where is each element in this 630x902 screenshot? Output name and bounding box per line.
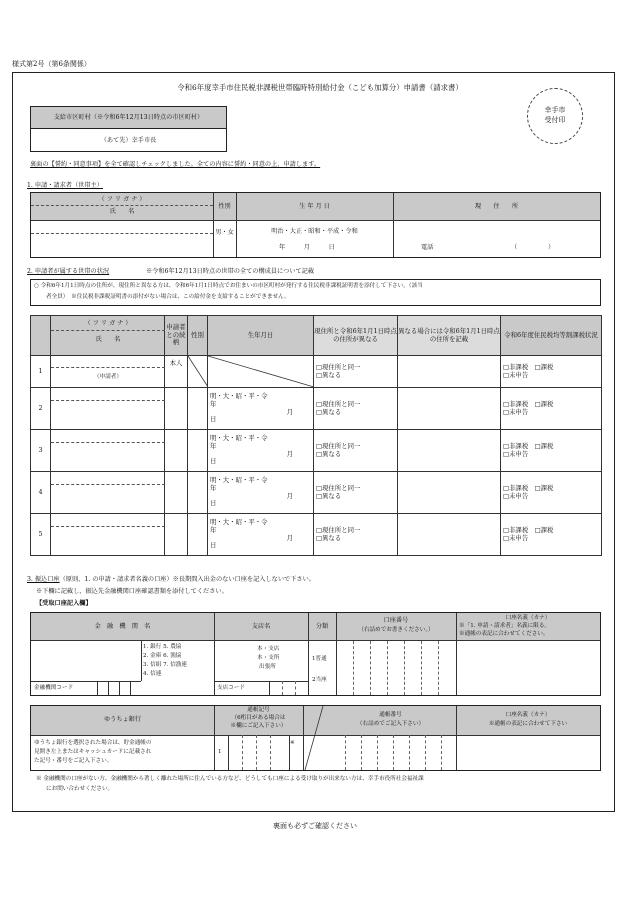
chk-tax[interactable]: □課税 bbox=[534, 441, 554, 450]
row-number: 2 bbox=[31, 388, 51, 430]
section3-instruction: ※下欄に記載し、振込先金融機関口座確認書類を添付してください。 bbox=[36, 588, 228, 595]
account-type-1: 1普通 bbox=[312, 656, 327, 662]
era-options: 明・大・昭・平・令 bbox=[210, 434, 268, 443]
yucho-symbol-prefix: 1 bbox=[218, 749, 222, 755]
yucho-symbol-sub-1: （6桁目がある場合は bbox=[231, 715, 286, 721]
yucho-symbol-label: 通帳記号 bbox=[247, 707, 270, 713]
s2-furigana-label: （ フ リ ガ ナ ） bbox=[84, 320, 132, 327]
bank-name-label: 金 融 機 関 名 bbox=[94, 623, 151, 630]
section2-note: ※令和6年12月13日時点の世帯の全ての構成員について記載 bbox=[146, 268, 315, 275]
back-note: 裏面も必ずご確認ください bbox=[273, 822, 357, 830]
s1-phone-label: 電話 bbox=[421, 244, 434, 251]
bank-type-3: 3. 信組 7. 信漁連 bbox=[143, 662, 187, 668]
section3-title-rest: （原則、1. の申請・請求者名義の口座）※長期間入出金のない口座を記入しないで下さい。 bbox=[59, 576, 315, 583]
household-table bbox=[30, 315, 602, 556]
month-label: 月 bbox=[286, 407, 293, 416]
section2-title: 2. 申請者が属する世帯の状況 bbox=[27, 268, 110, 275]
row-number: 3 bbox=[31, 430, 51, 472]
yucho-note-3: た記号・番号をご記入下さい。 bbox=[34, 758, 113, 764]
day-label: 日 bbox=[210, 499, 217, 508]
yucho-holder-sub: ※通帳の表記に合わせて下さい bbox=[488, 721, 568, 727]
s2-relation-label: 申請者との続柄 bbox=[165, 316, 188, 356]
chk-same-address[interactable]: □現住所と同一 bbox=[316, 483, 361, 492]
year-label: 年 bbox=[210, 483, 217, 492]
row-number: 1 bbox=[31, 356, 51, 388]
chk-unfiled[interactable]: □未申告 bbox=[503, 491, 529, 500]
chk-diff-address[interactable]: □異なる bbox=[316, 370, 342, 379]
branch-type-2: 本・支所 bbox=[257, 655, 280, 661]
s1-era-options: 明治・大正・昭和・平成・令和 bbox=[271, 228, 358, 235]
household-row bbox=[31, 472, 602, 514]
chk-nontax[interactable]: □非課税 bbox=[503, 483, 529, 492]
section3-title: 3. 振込口座 bbox=[27, 576, 60, 583]
chk-same-address[interactable]: □現住所と同一 bbox=[316, 399, 361, 408]
reception-stamp bbox=[527, 88, 583, 144]
chk-unfiled[interactable]: □未申告 bbox=[503, 533, 529, 542]
s1-address-label: 現 住 所 bbox=[474, 203, 519, 210]
relation-self: 本人 bbox=[165, 356, 188, 388]
s2-sex-label: 性別 bbox=[188, 316, 208, 356]
footnote-line-2: にお問い合わせください。 bbox=[46, 786, 114, 792]
yucho-label: ゆうちょ銀行 bbox=[103, 716, 142, 723]
household-row bbox=[31, 430, 602, 472]
applicant-note: （申請者） bbox=[94, 374, 122, 380]
s1-furigana-label: （ フ リ ガ ナ ） bbox=[98, 196, 146, 203]
page-title: 令和6年度幸手市住民税非課税世帯臨時特別給付金（こども加算分）申請書（請求書） bbox=[177, 83, 463, 92]
chk-nontax[interactable]: □非課税 bbox=[503, 441, 529, 450]
yucho-symbol-sub-2: ※欄にご記入下さい） bbox=[230, 723, 287, 729]
section3-heading bbox=[27, 576, 315, 583]
issuer-box bbox=[30, 106, 227, 152]
branch-code-label: 支店コード bbox=[217, 685, 245, 691]
era-options: 明・大・昭・平・令 bbox=[210, 476, 268, 485]
holder-sub-2: ※通帳の表記に合わせてください。 bbox=[459, 631, 549, 637]
year-label: 年 bbox=[210, 399, 217, 408]
yucho-holder-label: 口座名義（カナ） bbox=[505, 712, 551, 718]
year-label: 年 bbox=[210, 525, 217, 534]
issuer-header: 支給市区町村（※令和6年12月13日時点の市区町村） bbox=[53, 114, 204, 121]
row-number: 5 bbox=[31, 514, 51, 556]
chk-same-address[interactable]: □現住所と同一 bbox=[316, 362, 361, 371]
yucho-sixth-digit-mark: ※ bbox=[290, 740, 295, 746]
holder-label: 口座名義（カナ） bbox=[505, 615, 551, 621]
branch-type-1: 本・支店 bbox=[257, 646, 280, 652]
account-number-sub: （右詰めでお書きください。） bbox=[358, 627, 434, 633]
account-type-label: 分類 bbox=[315, 623, 329, 630]
notice-line-2: 者全員） ※住民税非課税証明書の添付がない場合は、この給付金を支給することができません。 bbox=[46, 294, 290, 300]
s1-phone-paren: （ ） bbox=[511, 244, 555, 251]
bank-table bbox=[30, 612, 601, 696]
bank-type-4: 4. 信連 bbox=[143, 671, 162, 677]
s2-address-diff-label: 現住所と令和6年1月1日時点の住所が異なる bbox=[314, 316, 398, 356]
yucho-table bbox=[30, 705, 601, 771]
form-number: 様式第2号（第6条関係） bbox=[12, 60, 91, 68]
household-row bbox=[31, 514, 602, 556]
row-number: 4 bbox=[31, 472, 51, 514]
chk-unfiled[interactable]: □未申告 bbox=[503, 449, 529, 458]
year-label: 年 bbox=[210, 441, 217, 450]
chk-nontax[interactable]: □非課税 bbox=[503, 362, 529, 371]
chk-nontax[interactable]: □非課税 bbox=[503, 399, 529, 408]
day-label: 日 bbox=[210, 541, 217, 550]
applicant-table bbox=[30, 192, 601, 258]
chk-diff-address[interactable]: □異なる bbox=[316, 533, 342, 542]
branch-name-label: 支店名 bbox=[251, 623, 271, 630]
yucho-note-1: ゆうちょ銀行を選択された場合は、貯金通帳の bbox=[34, 740, 152, 746]
chk-tax[interactable]: □課税 bbox=[534, 483, 554, 492]
s1-dob-label: 生 年 月 日 bbox=[299, 203, 330, 210]
issuer-addressee: （あて先）幸手市長 bbox=[100, 137, 157, 144]
s1-ymd: 年 月 日 bbox=[279, 244, 335, 251]
day-label: 日 bbox=[210, 457, 217, 466]
s2-prev-address-label: 異なる場合には令和6年1月1日時点の住所を記載 bbox=[398, 316, 501, 356]
bank-code-label: 金融機関コード bbox=[34, 685, 74, 691]
yucho-number-sub: （右詰めでご記入下さい） bbox=[356, 721, 425, 727]
month-label: 月 bbox=[286, 491, 293, 500]
chk-same-address[interactable]: □現住所と同一 bbox=[316, 525, 361, 534]
chk-same-address[interactable]: □現住所と同一 bbox=[316, 441, 361, 450]
account-number-label: 口座番号 bbox=[383, 617, 409, 624]
chk-diff-address[interactable]: □異なる bbox=[316, 491, 342, 500]
month-label: 月 bbox=[286, 449, 293, 458]
chk-nontax[interactable]: □非課税 bbox=[503, 525, 529, 534]
household-row bbox=[31, 388, 602, 430]
branch-type-3: 出張所 bbox=[259, 664, 276, 670]
bank-type-2: 2. 金庫 6. 漁協 bbox=[143, 653, 182, 659]
chk-tax[interactable]: □課税 bbox=[534, 525, 554, 534]
section2-notice bbox=[30, 279, 601, 306]
chk-tax[interactable]: □課税 bbox=[534, 362, 554, 371]
section3-subheading: 【受取口座記入欄】 bbox=[36, 600, 92, 607]
holder-sub-1: ※「1. 申請・請求者」名義に限る。 bbox=[459, 623, 551, 629]
s1-sex-options: 男・女 bbox=[215, 229, 234, 236]
day-label: 日 bbox=[210, 415, 217, 424]
chk-unfiled[interactable]: □未申告 bbox=[503, 370, 529, 379]
bank-type-1: 1. 銀行 5. 農協 bbox=[143, 644, 182, 650]
stamp-line-1: 幸手市 bbox=[544, 106, 566, 114]
account-type-2: 2当座 bbox=[312, 677, 327, 683]
s1-sex-label: 性別 bbox=[218, 203, 231, 210]
notice-line-1: ○ 令和6年1月1日時点の住所が、現住所と異なる方は、令和6年1月1日時点でお住まいの市区町村が発行する住民税非課税証明書を添付して下さい。（該当 bbox=[34, 283, 423, 289]
yucho-note-2: 見開き左上またはキャッシュカードに記載され bbox=[34, 749, 152, 755]
month-label: 月 bbox=[286, 533, 293, 542]
footnote-line-1: ※ 金融機関の口座がない方、金融機関から著しく離れた場所に住んでいる方など、どうしても口座による受け取りが出来ない方は、幸手市役所社会福祉課 bbox=[36, 776, 424, 782]
s2-name-label: 氏 名 bbox=[95, 336, 121, 343]
s1-name-label: 氏 名 bbox=[109, 208, 135, 215]
yucho-number-label: 通帳番号 bbox=[379, 712, 402, 718]
era-options: 明・大・昭・平・令 bbox=[210, 392, 268, 401]
s2-tax-status-label: 令和6年度住民税均等割課税状況 bbox=[501, 316, 602, 356]
stamp-line-2: 受付印 bbox=[544, 116, 566, 124]
section1-title: 1. 申請・請求者（世帯主） bbox=[27, 182, 103, 189]
chk-diff-address[interactable]: □異なる bbox=[316, 407, 342, 416]
era-options: 明・大・昭・平・令 bbox=[210, 518, 268, 527]
chk-tax[interactable]: □課税 bbox=[534, 399, 554, 408]
household-row bbox=[31, 356, 602, 388]
declaration: 裏面の【誓約・同意事項】を全て確認しチェックしました。全ての内容に誓約・同意の上、申請します。 bbox=[30, 161, 321, 168]
chk-unfiled[interactable]: □未申告 bbox=[503, 407, 529, 416]
s2-dob-label: 生年月日 bbox=[208, 316, 314, 356]
chk-diff-address[interactable]: □異なる bbox=[316, 449, 342, 458]
